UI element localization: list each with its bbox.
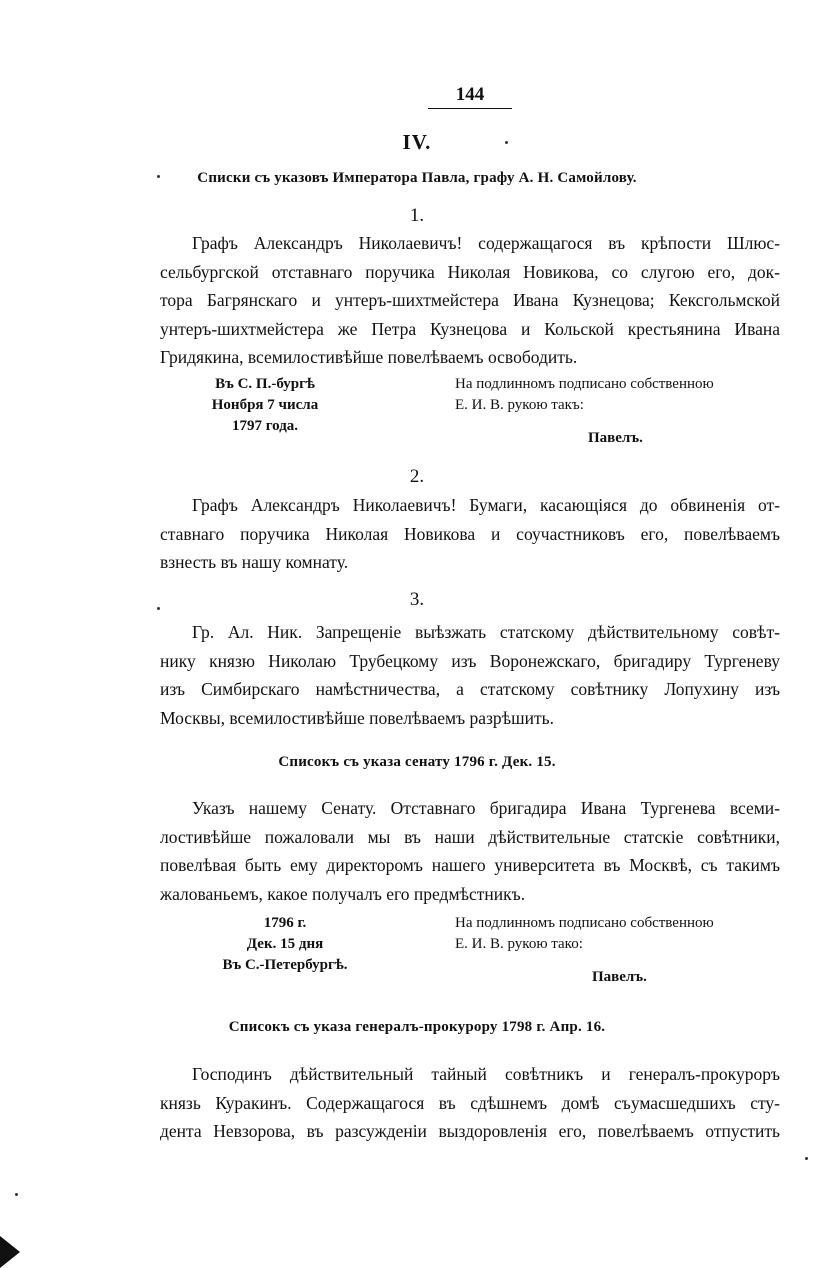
scan-speck (157, 175, 160, 178)
section-number: IV. (402, 130, 432, 154)
text-line: Указъ нашему Сенату. Отставнаго бригадира Ивана Тургенева всеми- (192, 798, 780, 818)
decree-number-3: 3. (409, 589, 425, 610)
text-line: унтеръ-шихтмейстера же Петра Кузнецова и Кольской крестьянина Ивана (160, 318, 780, 339)
decree-2-text (160, 491, 780, 577)
text-line: ставнаго поручика Николая Новикова и соучастниковъ его, повелѣваемъ (160, 523, 780, 544)
text-line: сельбургской отставнаго поручика Николая Новикова, со слугою его, док- (160, 261, 780, 282)
decree-1-text (160, 229, 780, 372)
section-heading: Списки съ указовъ Императора Павла, графу А. Н. Самойлову. (197, 170, 637, 186)
year-line: 1796 г. (263, 915, 307, 931)
senate-decree-signature-note (455, 913, 775, 955)
text-line: Господинъ дѣйствительный тайный совѣтникъ и генералъ-прокуроръ (192, 1064, 780, 1084)
page-number-rule (428, 108, 512, 109)
prosecutor-decree-text (160, 1060, 780, 1146)
text-line: дента Невзорова, въ разсужденіи выздоровленія его, повелѣваемъ отпустить (160, 1121, 780, 1141)
scan-speck (505, 141, 508, 144)
text-line: взнесть въ нашу комнату. (160, 552, 349, 572)
text-line: Графъ Александръ Николаевичъ! Бумаги, касающіяся до обвиненія от- (192, 495, 780, 515)
decree-number-1: 1. (409, 205, 425, 226)
scan-speck (15, 1193, 18, 1196)
date-line: Нонбря 7 числа (211, 397, 319, 413)
text-line: изъ Симбирскаго намѣстничества, а статскому совѣтнику Лопухину изъ (160, 679, 780, 699)
text-line: князь Куракинъ. Содержащагося въ сдѣшнемъ домѣ съумасшедшихъ сту- (160, 1092, 780, 1113)
text-line: лостивѣйше пожаловали мы въ наши дѣйствительные статскіе совѣтники, (160, 826, 780, 847)
text-line: повелѣвая быть ему директоромъ нашего университета въ Москвѣ, съ такимъ (160, 855, 780, 875)
signature-note-line: Е. И. В. рукою такъ: (455, 397, 584, 413)
senate-decree-text (160, 794, 780, 908)
signature-note-line: На подлинномъ подписано собственною (455, 915, 714, 931)
text-line: Гр. Ал. Ник. Запрещеніе выѣзжать статскому дѣйствительному совѣт- (192, 622, 780, 642)
text-line: Гридякина, всемилостивѣйше повелѣваемъ освободить. (160, 347, 578, 367)
signature-note-line: На подлинномъ подписано собственною (455, 376, 714, 392)
decree-1-signer: Павелъ. (588, 430, 643, 446)
year-line: 1797 года. (231, 418, 299, 434)
senate-decree-heading: Списокъ съ указа сенату 1796 г. Дек. 15. (278, 754, 556, 770)
decree-1-signature-note (455, 374, 775, 416)
scan-speck (805, 1157, 808, 1160)
prosecutor-decree-heading: Списокъ съ указа генералъ-прокурору 1798 г. Апр. 16. (228, 1019, 606, 1035)
text-line: Москвы, всемилостивѣйше повелѣваемъ разрѣшить. (160, 707, 555, 728)
scan-speck (157, 607, 160, 610)
senate-decree-place-date (190, 913, 380, 976)
page-number: 144 (455, 84, 485, 105)
text-line: нику князю Николаю Трубецкому изъ Воронежскаго, бригадиру Тургеневу (160, 650, 780, 671)
decree-number-2: 2. (409, 466, 425, 487)
text-line: жалованьемъ, какое получалъ его предмѣстникъ. (160, 883, 526, 904)
text-line: тора Багрянскаго и унтеръ-шихтмейстера Ивана Кузнецова; Кексгольмской (160, 290, 780, 310)
date-line: Дек. 15 дня (246, 936, 324, 952)
decree-1-place-date (170, 374, 360, 437)
senate-decree-signer: Павелъ. (592, 969, 647, 985)
place-line: Въ С. П.-бургѣ (215, 376, 315, 392)
text-line: Графъ Александръ Николаевичъ! содержащагося въ крѣпости Шлюс- (192, 233, 780, 253)
corner-scan-mark (0, 1236, 20, 1268)
signature-note-line: Е. И. В. рукою тако: (455, 936, 583, 952)
place-line: Въ С.-Петербургѣ. (222, 957, 348, 973)
decree-3-text (160, 618, 780, 732)
